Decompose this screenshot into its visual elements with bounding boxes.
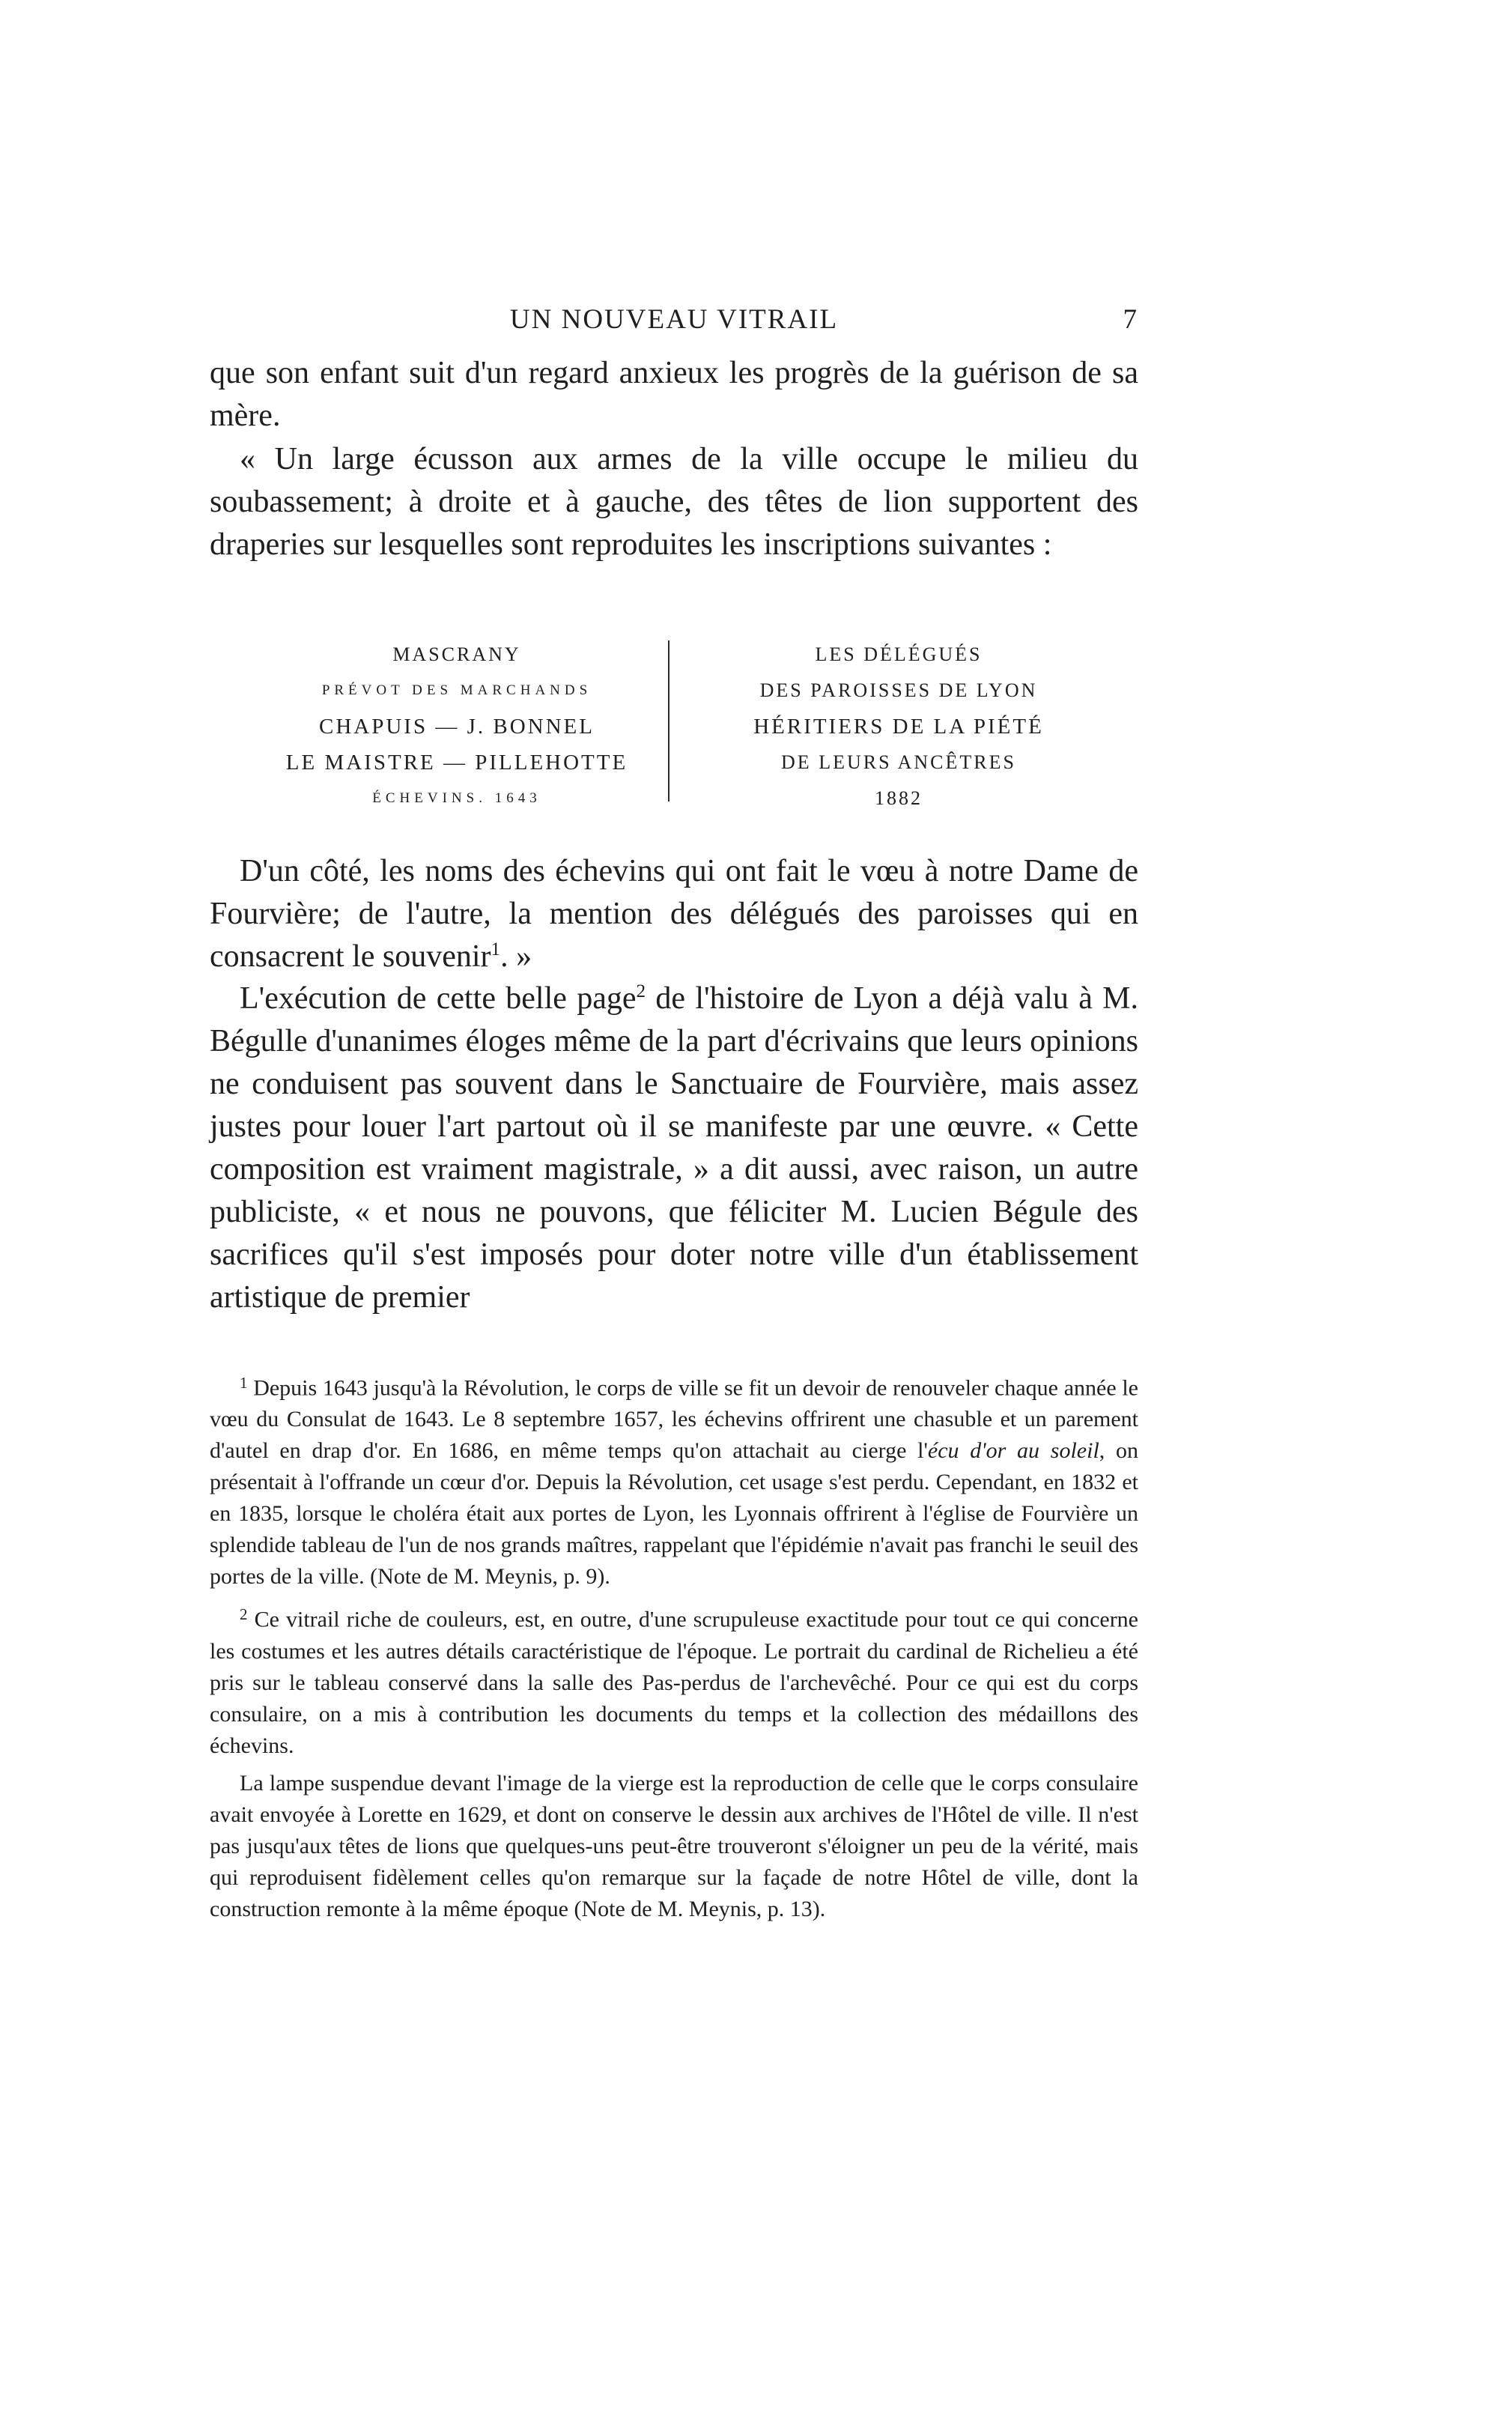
inscription-line: 1882 bbox=[875, 787, 923, 809]
paragraph-1: que son enfant suit d'un regard anxieux les progrès de la guérison de sa mère. bbox=[210, 356, 1138, 433]
paragraph-2: « Un large écusson aux armes de la ville occupe le milieu du soubassement; à droite et à gauche, des têtes de lion supportent des draperies sur lesquelles sont reproduites les inscriptions suivantes : bbox=[210, 442, 1138, 562]
footnote-2-continued: La lampe suspendue devant l'image de la vierge est la reproduction de celle que le corps consulaire avait envoyée à Lorette en 1629, et dont on conserve le dessin aux archives de l'Hôtel de ville. Il n'est pas jusqu'aux têtes de lions que quelques-uns peut-être trouveront s'éloigner un peu de la vérité, mais qui reproduisent fidèlement celles qu'on remarque sur la façade de notre Hôtel de ville, dont la construction remonte à la même époque (Note de M. Meynis, p. 13). bbox=[210, 1770, 1138, 1921]
footnote-2 bbox=[210, 1599, 1138, 1761]
inscription-line: PRÉVOT DES MARCHANDS bbox=[321, 682, 592, 698]
paragraph-execution bbox=[210, 978, 1138, 1319]
running-head bbox=[210, 303, 1138, 341]
paragraph-3-closing: . » bbox=[500, 939, 532, 974]
footnotes bbox=[210, 1367, 1138, 1931]
paragraph-names bbox=[210, 850, 1138, 978]
note-ref-2: 2 bbox=[636, 981, 646, 1002]
paragraph-escutcheon bbox=[210, 438, 1138, 566]
footnote-1 bbox=[210, 1367, 1138, 1593]
footnote-1-italic: écu d'or au soleil bbox=[927, 1438, 1099, 1464]
inscription-line: DES PAROISSES DE LYON bbox=[759, 679, 1038, 701]
inscription-left bbox=[255, 637, 659, 816]
footnote-mark: 1 bbox=[240, 1374, 248, 1392]
inscription-right bbox=[689, 637, 1108, 816]
inscription-line: ÉCHEVINS. 1643 bbox=[372, 790, 541, 806]
paragraph-4-before: L'exécution de cette belle page bbox=[240, 981, 637, 1016]
footnote-1-before: Depuis 1643 jusqu'à la Révolution, le corps de ville se fit un devoir de renouveler chaque année le vœu du Consulat de 1643. Le 8 septembre 1657, les échevins offrirent une chasuble et un parement d'autel en drap d'or. En 1686, en même temps qu'on attachait au cierge l' bbox=[210, 1375, 1138, 1464]
note-ref-1: 1 bbox=[491, 939, 501, 960]
inscription-line: LES DÉLÉGUÉS bbox=[815, 643, 983, 665]
paragraph-4-after: de l'histoire de Lyon a déjà valu à M. Bégulle d'unanimes éloges même de la part d'écrivains que leurs opinions ne conduisent pas souvent dans le Sanctuaire de Fourvière, mais assez justes pour louer l'art partout où il se manifeste par une œuvre. « Cette composition est vraiment magistrale, » a dit aussi, avec raison, un autre publiciste, « et nous ne pouvons, que féliciter M. Lucien Bégule des sacrifices qu'il s'est imposés pour doter notre ville d'un établissement artistique de premier bbox=[210, 981, 1139, 1315]
footnote-1-after: , on présentait à l'offrande un cœur d'or. Depuis la Révolution, cet usage s'est perdu. Cependant, en 1832 et en 1835, lorsque le choléra était aux portes de Lyon, les Lyonnais offrirent à l'église de Fourvière un splendide tableau de l'un de nos grands maîtres, rappelant que l'épidémie n'avait pas franchi le seuil des portes de la ville. (Note de M. Meynis, p. 9). bbox=[210, 1438, 1139, 1590]
paragraph-4 bbox=[210, 978, 1138, 1319]
paragraph-3 bbox=[210, 850, 1138, 978]
page-number: 7 bbox=[1123, 304, 1138, 335]
inscription-line: CHAPUIS — J. BONNEL bbox=[319, 715, 595, 739]
inscriptions-block bbox=[210, 637, 1138, 809]
inscription-line: HÉRITIERS DE LA PIÉTÉ bbox=[753, 715, 1044, 739]
inscription-line: DE LEURS ANCÊTRES bbox=[781, 751, 1016, 773]
footnote-mark: 2 bbox=[240, 1605, 248, 1624]
paragraph-3-text: D'un côté, les noms des échevins qui ont fait le vœu à notre Dame de Fourvière; de l'autre, la mention des délégués des paroisses qui en consacrent le souvenir bbox=[210, 854, 1138, 974]
paragraph-continuation bbox=[210, 352, 1138, 437]
column-divider bbox=[668, 640, 670, 802]
running-title: UN NOUVEAU VITRAIL bbox=[509, 304, 839, 335]
footnote-2-text: Ce vitrail riche de couleurs, est, en outre, d'une scrupuleuse exactitude pour tout ce qui concerne les costumes et les autres détails caractéristique de l'époque. Le portrait du cardinal de Richelieu a été pris sur le tableau conservé dans la salle des Pas-perdus de l'archevêché. Pour ce qui est du corps consulaire, on a mis à contribution les documents du temps et la collection des médaillons des échevins. bbox=[210, 1607, 1138, 1758]
inscription-line: LE MAISTRE — PILLEHOTTE bbox=[285, 751, 628, 775]
inscription-line: MASCRANY bbox=[392, 643, 521, 665]
